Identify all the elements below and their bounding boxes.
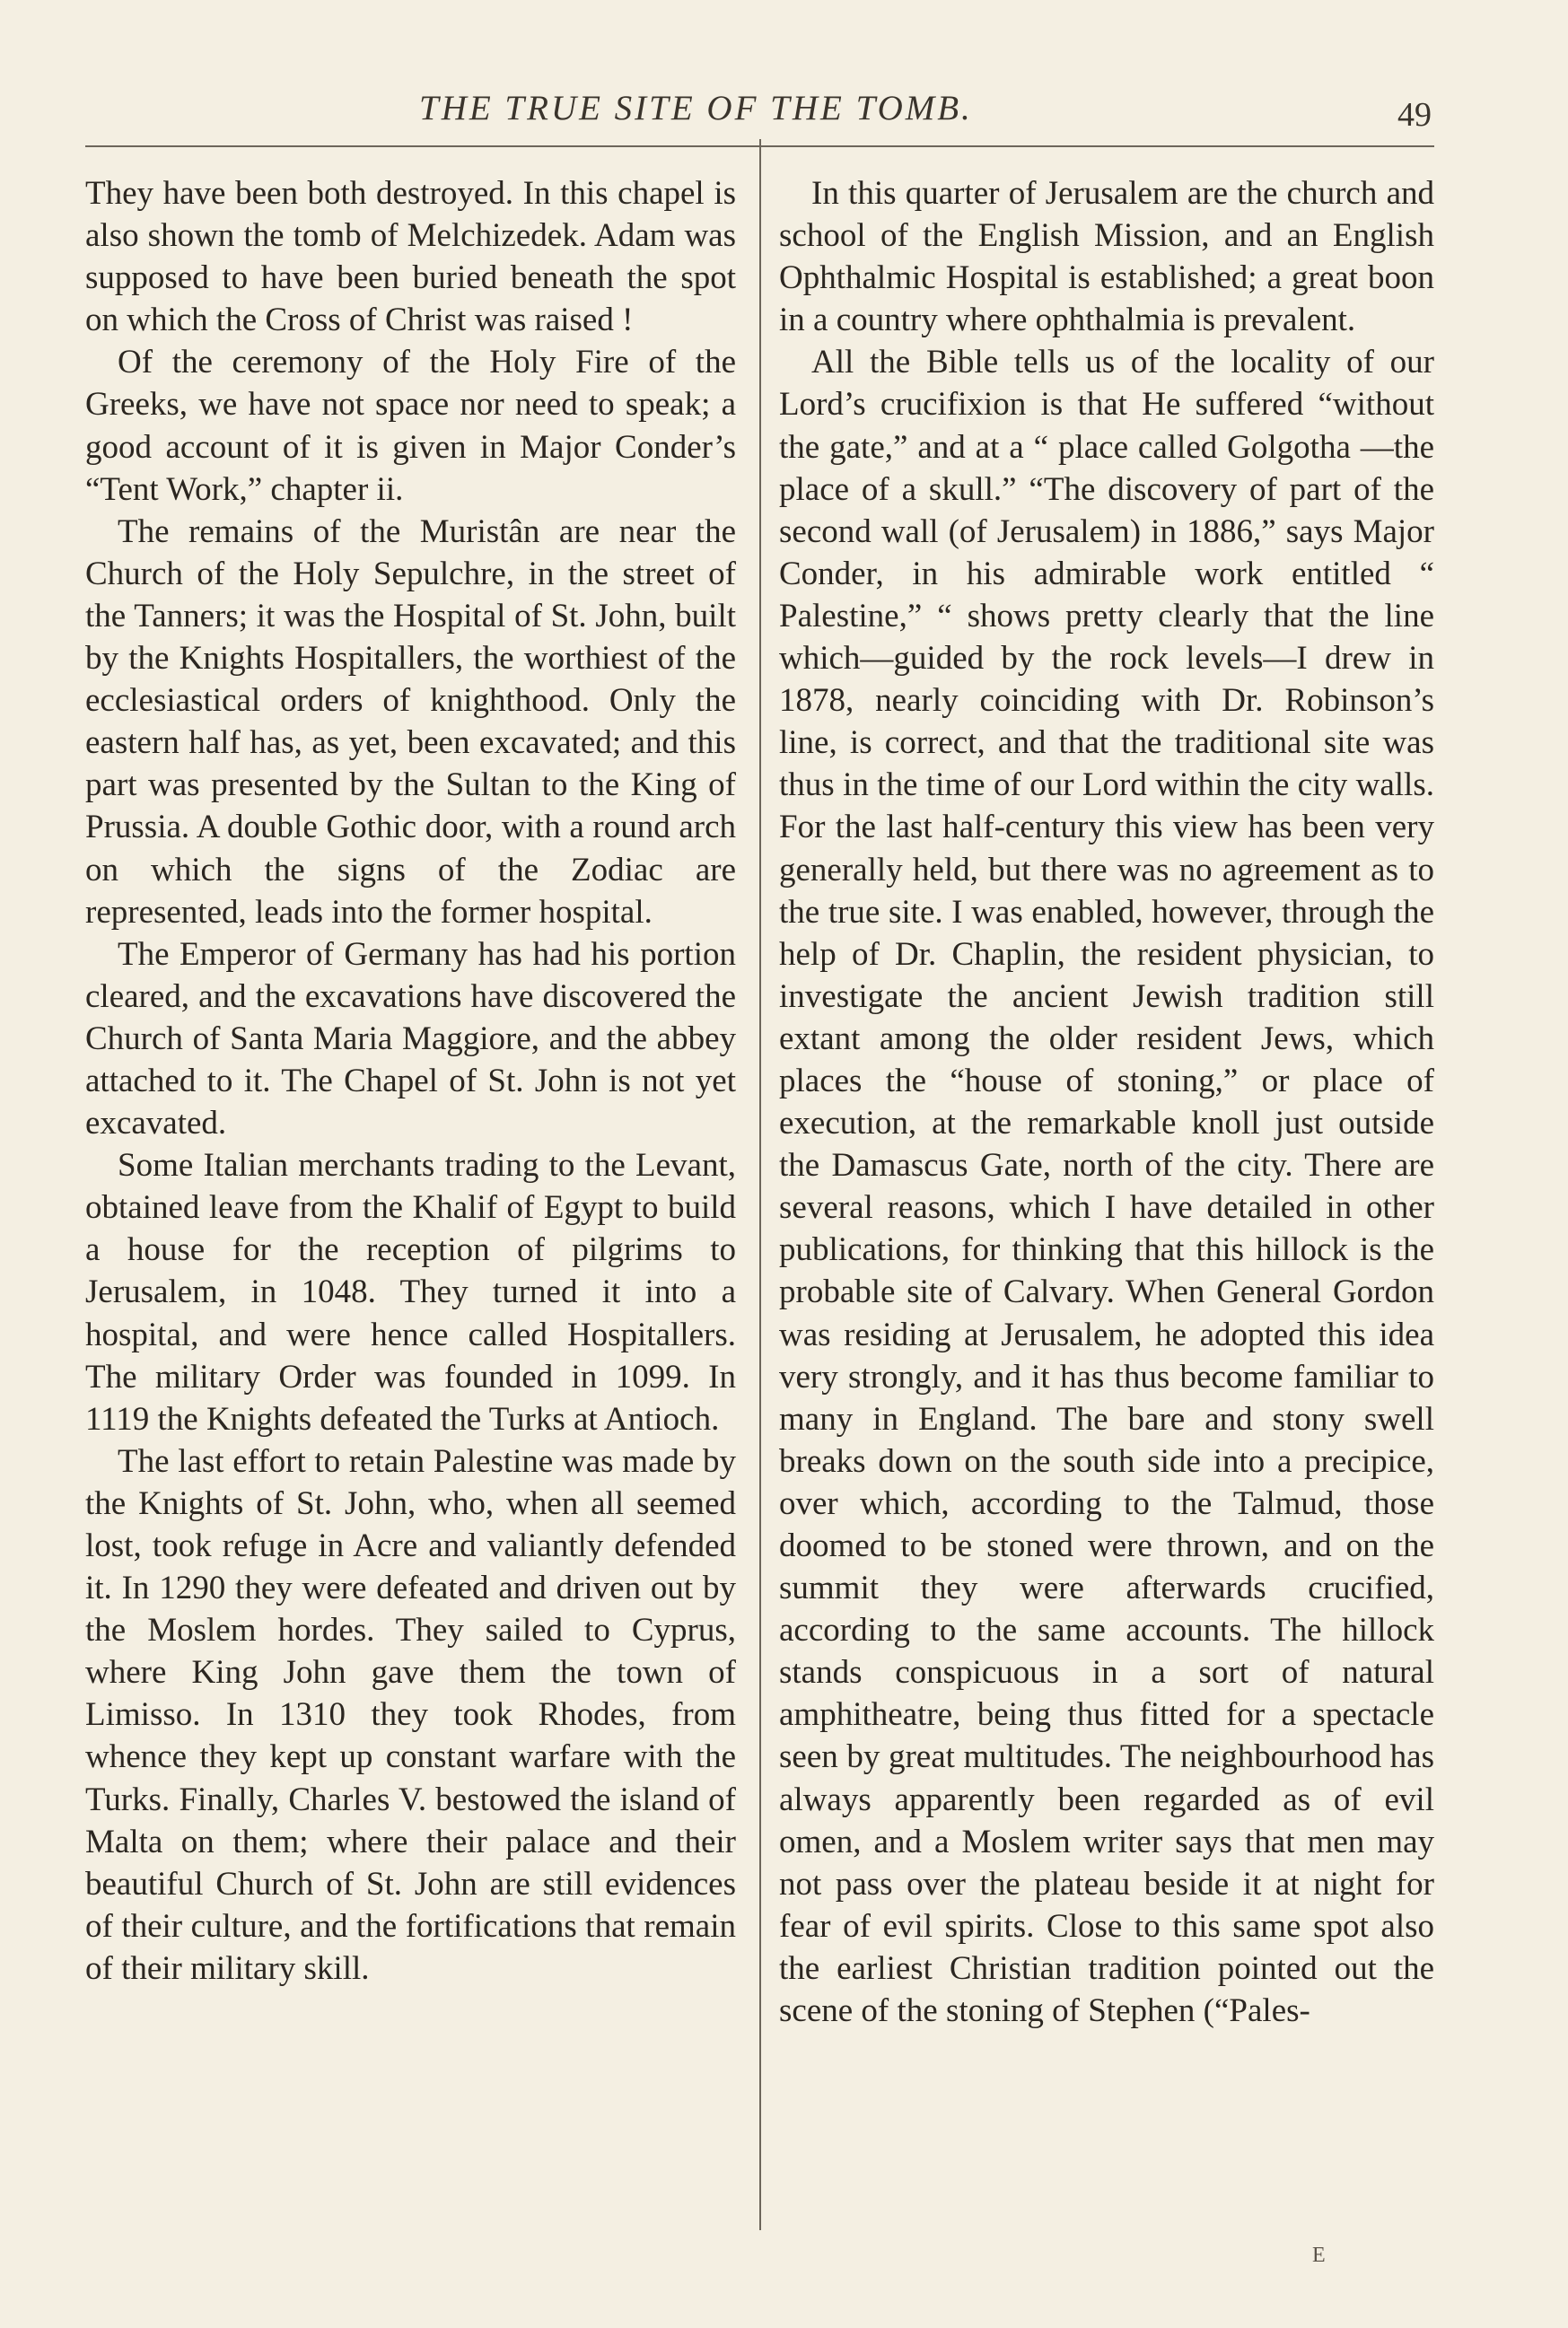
signature-mark: E <box>1312 2244 1327 2267</box>
paragraph: The Emperor of Germany has had his portion cleared, and the excavations have discovered the Church of Santa Maria Maggiore, and the abbey attached to it. The Chapel of St. John is not yet excavated. <box>85 935 736 1142</box>
running-title: THE TRUE SITE OF THE TOMB. <box>419 89 973 127</box>
paragraph: The remains of the Muristân are near the Church of the Holy Sepulchre, in the street of the Tanners; it was the Hospital of St. John, built by the Knights Hospitallers, the worthiest of the ecclesiastical orders of knighthood. Only the eastern half has, as yet, been excavated; and this part was presented by the Sultan to the King of Prussia. A double Gothic door, with a round arch on which the signs of the Zodiac are represented, leads into the former hospital. <box>85 512 736 931</box>
paragraph: The last effort to retain Palestine was made by the Knights of St. John, who, when all seemed lost, took refuge in Acre and valiantly defended it. In 1290 they were defeated and driven out by the Moslem hordes. They sailed to Cyprus, where King John gave them the town of Limisso. In 1310 they took Rhodes, from whence they kept up constant warfare with the Turks. Finally, Charles V. bestowed the island of Malta on them; where their palace and their beautiful Church of St. John are still evidences of their culture, and the fortifications that remain of their military skill. <box>85 1442 736 1987</box>
page-header <box>85 88 1432 133</box>
right-column <box>779 172 1434 2032</box>
paragraph: All the Bible tells us of the locality of our Lord’s crucifixion is that He suffered “without the gate,” and at a “ place called Golgotha —the place of a skull.” “The discovery of part of the second wall (of Jerusalem) in 1886,” says Major Conder, in his admirable work entitled “ Palestine,” “ shows pretty clearly that the line which—guided by the rock levels—I drew in 1878, nearly coinciding with Dr. Robinson’s line, is correct, and that the traditional site was thus in the time of our Lord within the city walls. For the last half-century this view has been very generally held, but there was no agreement as to the true site. I was enabled, however, through the help of Dr. Chaplin, the resident physician, to investigate the ancient Jewish tradition still extant among the older resident Jews, which places the “house of stoning,” or place of execution, at the remarkable knoll just outside the Damascus Gate, north of the city. There are several reasons, which I have detailed in other publications, for thinking that this hillock is the probable site of Calvary. When General Gordon was residing at Jerusalem, he adopted this idea very strongly, and it has thus become familiar to many in England. The bare and stony swell breaks down on the south side into a precipice, over which, according to the Talmud, those doomed to be stoned were thrown, and on the summit they were afterwards crucified, according to the same accounts. The hillock stands conspicuous in a sort of natural amphitheatre, being thus fitted for a spectacle seen by great multitudes. The neighbourhood has always apparently been regarded as of evil omen, and a Moslem writer says that men may not pass over the plateau beside it at night for fear of evil spirits. Close to this same spot also the earliest Christian tradition pointed out the scene of the stoning of Stephen (“Pales- <box>779 344 1434 2030</box>
paragraph: Some Italian merchants trading to the Levant, obtained leave from the Khalif of Egypt to build a house for the reception of pilgrims to Jerusalem, in 1048. They turned it into a hospital, and were hence called Hospitallers. The military Order was founded in 1099. In 1119 the Knights defeated the Turks at Antioch. <box>85 1147 736 1438</box>
left-column <box>85 172 736 1990</box>
paragraph: Of the ceremony of the Holy Fire of the Greeks, we have not space nor need to speak; a good account of it is given in Major Conder’s “Tent Work,” chapter ii. <box>85 344 736 508</box>
page-number: 49 <box>1397 96 1432 134</box>
paragraph: They have been both destroyed. In this chapel is also shown the tomb of Melchizedek. Adam was supposed to have been buried beneath the spot on which the Cross of Christ was raised ! <box>85 175 736 339</box>
column-divider <box>759 139 761 2230</box>
paragraph: In this quarter of Jerusalem are the church and school of the English Mission, and an English Ophthalmic Hospital is established; a great boon in a country where ophthalmia is prevalent. <box>779 175 1434 339</box>
